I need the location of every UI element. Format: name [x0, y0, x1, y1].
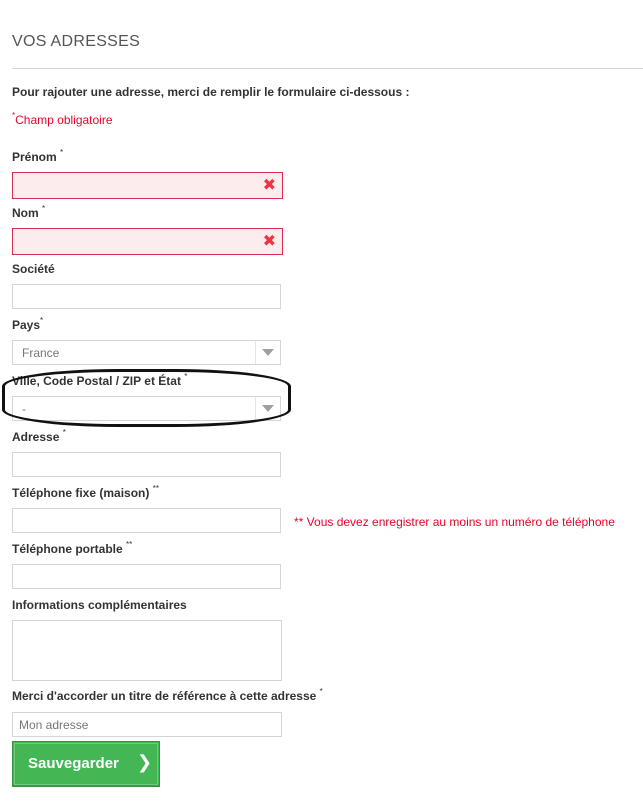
- company-label: Société: [12, 262, 55, 276]
- title-divider: [12, 68, 643, 69]
- save-button[interactable]: [12, 741, 160, 787]
- other-info-textarea[interactable]: [12, 620, 282, 681]
- firstname-input[interactable]: [12, 172, 283, 199]
- chevron-down-icon: [255, 397, 280, 420]
- close-x-icon: ✖: [262, 233, 276, 250]
- lastname-label: Nom *: [12, 204, 46, 220]
- country-label: Pays*: [12, 316, 44, 332]
- mobile-label: Téléphone portable **: [12, 540, 133, 556]
- close-x-icon: ✖: [262, 177, 276, 194]
- other-info-label: Informations complémentaires: [12, 598, 187, 612]
- address-input[interactable]: [12, 452, 281, 477]
- company-input[interactable]: [12, 284, 281, 309]
- country-selected-value: France: [22, 346, 60, 360]
- city-selected-value: -: [22, 402, 26, 416]
- save-button-label: Sauvegarder: [28, 755, 119, 772]
- chevron-down-icon: [255, 341, 280, 364]
- phone-label: Téléphone fixe (maison) **: [12, 484, 159, 500]
- required-star: *: [12, 111, 16, 120]
- mobile-input[interactable]: [12, 564, 281, 589]
- form-intro: Pour rajouter une adresse, merci de remplir le formulaire ci-dessous :: [12, 85, 410, 99]
- alias-input[interactable]: [12, 712, 282, 737]
- address-label: Adresse *: [12, 428, 66, 444]
- city-label: Ville, Code Postal / ZIP et État *: [12, 372, 188, 388]
- phone-input[interactable]: [12, 508, 281, 533]
- phone-requirement-note: ** Vous devez enregistrer au moins un numéro de téléphone: [294, 515, 615, 529]
- chevron-right-icon: ❯: [137, 752, 153, 772]
- firstname-label: Prénom *: [12, 148, 64, 164]
- lastname-input[interactable]: [12, 228, 283, 255]
- required-note: [12, 113, 113, 127]
- required-note-text: Champ obligatoire: [15, 113, 113, 127]
- country-select[interactable]: [12, 340, 281, 365]
- alias-label: Merci d'accorder un titre de référence à cette adresse *: [12, 687, 323, 703]
- city-select[interactable]: [12, 396, 281, 421]
- page-title: VOS ADRESSES: [12, 33, 141, 50]
